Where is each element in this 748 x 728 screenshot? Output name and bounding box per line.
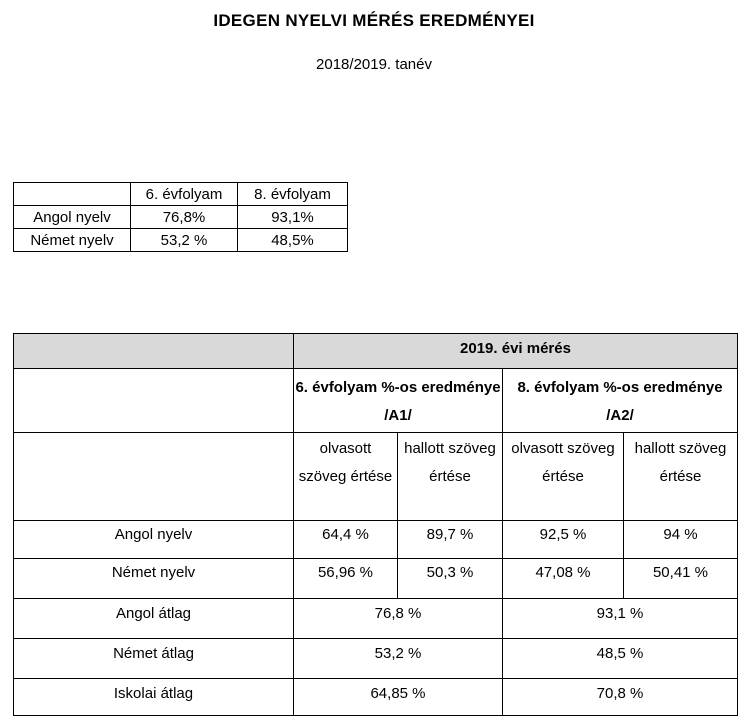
table-row (14, 639, 738, 679)
row-label: Angol nyelv (14, 521, 294, 559)
summary-value: 53,2 % (131, 229, 238, 252)
result-value: 50,41 % (624, 559, 738, 599)
results-empty-cell (14, 433, 294, 521)
average-value: 76,8 % (294, 599, 503, 639)
results-header-row (14, 334, 738, 369)
average-value: 70,8 % (503, 679, 738, 716)
results-table (13, 333, 738, 716)
group-header-grade6: 6. évfolyam %-os eredménye /A1/ (294, 369, 503, 433)
result-value: 56,96 % (294, 559, 398, 599)
table-row (14, 559, 738, 599)
results-group-header-row (14, 369, 738, 433)
table-row (14, 521, 738, 559)
summary-corner-cell (14, 183, 131, 206)
row-label: Iskolai átlag (14, 679, 294, 716)
group-header-grade8: 8. évfolyam %-os eredménye /A2/ (503, 369, 738, 433)
summary-table (13, 182, 348, 252)
sub-header-reading-grade6: olvasott szöveg értése (294, 433, 398, 521)
summary-col-header-grade8: 8. évfolyam (238, 183, 348, 206)
summary-row-label: Angol nyelv (14, 206, 131, 229)
table-row (14, 229, 348, 252)
row-label: Német nyelv (14, 559, 294, 599)
sub-header-listening-grade6: hallott szöveg értése (398, 433, 503, 521)
summary-value: 48,5% (238, 229, 348, 252)
result-value: 64,4 % (294, 521, 398, 559)
summary-col-header-grade6: 6. évfolyam (131, 183, 238, 206)
result-value: 94 % (624, 521, 738, 559)
average-value: 93,1 % (503, 599, 738, 639)
page-title: IDEGEN NYELVI MÉRÉS EREDMÉNYEI (213, 11, 535, 30)
sub-header-reading-grade8: olvasott szöveg értése (503, 433, 624, 521)
summary-value: 93,1% (238, 206, 348, 229)
summary-value: 76,8% (131, 206, 238, 229)
page-subtitle: 2018/2019. tanév (316, 56, 432, 73)
average-value: 48,5 % (503, 639, 738, 679)
results-sub-header-row (14, 433, 738, 521)
results-title-cell: 2019. évi mérés (294, 334, 738, 369)
sub-header-listening-grade8: hallott szöveg értése (624, 433, 738, 521)
table-row (14, 679, 738, 716)
results-empty-cell (14, 369, 294, 433)
result-value: 47,08 % (503, 559, 624, 599)
table-row (14, 599, 738, 639)
result-value: 50,3 % (398, 559, 503, 599)
summary-header-row (14, 183, 348, 206)
row-label: Angol átlag (14, 599, 294, 639)
average-value: 53,2 % (294, 639, 503, 679)
table-row (14, 206, 348, 229)
summary-row-label: Német nyelv (14, 229, 131, 252)
results-corner-cell (14, 334, 294, 369)
row-label: Német átlag (14, 639, 294, 679)
average-value: 64,85 % (294, 679, 503, 716)
result-value: 92,5 % (503, 521, 624, 559)
result-value: 89,7 % (398, 521, 503, 559)
